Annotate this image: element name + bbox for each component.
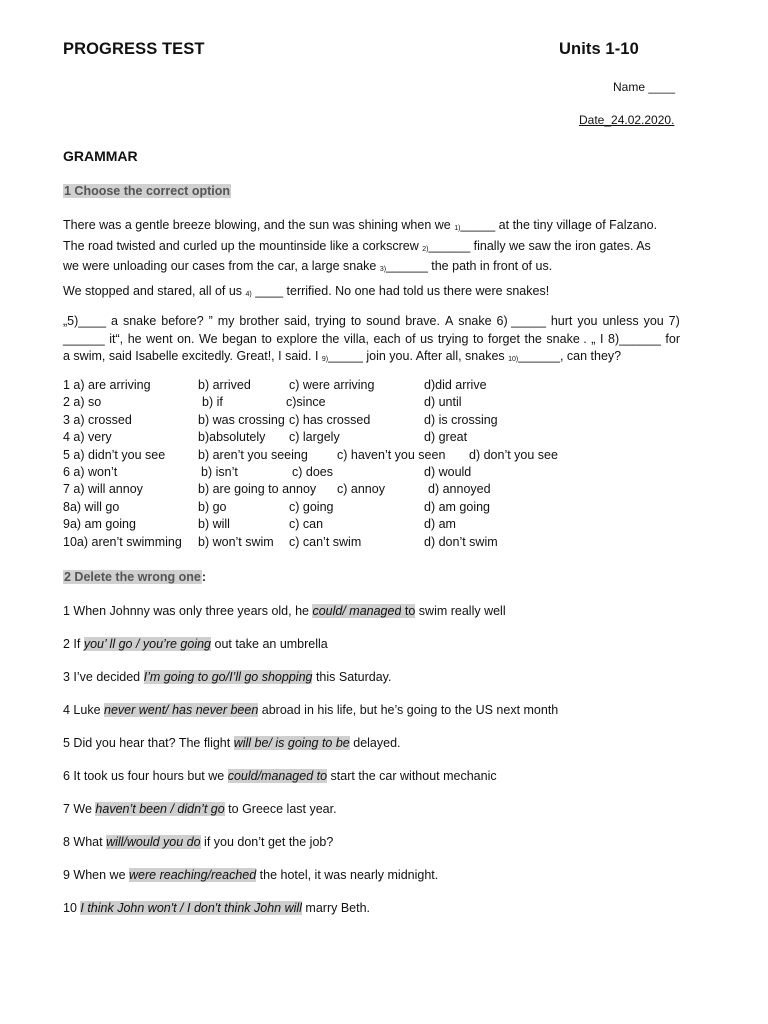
paragraph-3-line-1 — [63, 313, 680, 331]
word: you — [643, 314, 664, 328]
exercise-text: 2 If — [63, 637, 84, 651]
word: forget — [487, 331, 520, 346]
word: „5)____ — [63, 314, 107, 328]
paragraph-2: We stopped and stared, all of us 4) ____ terrified. No one had told us there were snakes! — [63, 284, 550, 298]
exercise-text: 4 Luke — [63, 703, 105, 717]
highlighted-choice: haven’t been / didn’t go — [95, 802, 225, 816]
option-d: d) great — [424, 430, 468, 445]
option-row — [63, 482, 683, 499]
exercise-text: 10 — [63, 901, 81, 915]
test-title: PROGRESS TEST — [63, 40, 205, 58]
option-a: 10a) aren’t swimming — [63, 534, 182, 549]
option-c: c) has crossed — [289, 412, 371, 427]
option-c: c) can’t swim — [289, 534, 362, 549]
exercise-text: 5 Did you hear that? The flight — [63, 736, 234, 750]
word: snake — [458, 314, 492, 328]
option-row — [63, 378, 683, 395]
option-c: c) does — [292, 465, 333, 479]
exercise-text: this Saturday. — [312, 670, 392, 684]
option-row — [63, 465, 683, 482]
word: snake . — [546, 331, 587, 346]
word: ” — [208, 314, 213, 328]
paragraph-3 — [63, 313, 680, 369]
option-c: c) going — [289, 499, 334, 514]
option-a: 5 a) didn’t you see — [63, 447, 166, 462]
section1-heading — [63, 184, 231, 198]
word: before? — [161, 314, 204, 328]
word: my — [217, 314, 235, 328]
word: you — [577, 314, 598, 328]
option-b: b)absolutely — [198, 430, 266, 445]
paragraph-1-line-2: The road twisted and curled up the mountinside like a corkscrew 2)______ finally we saw the iron gates. As — [63, 238, 651, 253]
option-row — [63, 535, 683, 552]
highlighted-choice: could/managed to — [227, 769, 328, 783]
section1-title: 1 Choose the correct option — [64, 184, 230, 198]
option-d: d) annoyed — [428, 482, 491, 497]
word: unless — [602, 314, 639, 328]
option-c: c)since — [286, 395, 326, 410]
word: A — [444, 314, 454, 328]
units-label: Units 1-10 — [559, 40, 639, 58]
word: each — [373, 331, 401, 346]
option-d: d) am — [424, 517, 456, 532]
word: explore — [276, 331, 318, 346]
option-a: 7 a) will annoy — [63, 482, 143, 497]
word: to — [261, 331, 272, 346]
option-row — [63, 413, 683, 430]
exercise-item — [63, 670, 391, 684]
highlighted-choice: you’ ll go / you’re going — [83, 637, 212, 651]
word: said, — [283, 314, 311, 328]
exercise-item — [63, 703, 558, 717]
exercise-text: delayed. — [349, 736, 401, 750]
option-row — [63, 395, 683, 412]
option-a: 6 a) won’t — [63, 465, 118, 479]
exercise-item — [63, 604, 506, 618]
option-a: 2 a) so — [63, 395, 102, 410]
exercise-text: 1 When Johnny was only three years old, he — [63, 604, 313, 618]
option-c: c) annoy — [337, 482, 385, 497]
option-b: b) aren’t you seeing — [198, 447, 308, 462]
option-d: d) would — [424, 465, 472, 479]
option-b: b) won’t swim — [198, 534, 274, 549]
option-c: c) can — [289, 517, 324, 532]
highlighted-choice: never went/ has never been — [104, 703, 259, 717]
word: snake — [122, 314, 157, 328]
date-field: Date_24.02.2020. — [579, 113, 675, 127]
highlighted-choice: will be/ is going to be — [233, 736, 350, 750]
option-b: b) was crossing — [198, 412, 285, 427]
highlighted-text: to — [401, 604, 416, 618]
exercise-item — [63, 835, 333, 849]
grammar-heading: GRAMMAR — [63, 148, 138, 164]
option-d: d) until — [424, 395, 462, 410]
exercise-item — [63, 901, 370, 915]
option-d: d)did arrive — [424, 378, 487, 392]
word: hurt — [550, 314, 573, 328]
exercise-text: to Greece last year. — [224, 802, 337, 816]
word: 8)______ — [608, 331, 661, 346]
option-b: b) if — [202, 395, 223, 410]
word: trying — [437, 331, 469, 346]
option-row — [63, 500, 683, 517]
word: brave. — [405, 314, 440, 328]
word: villa, — [343, 331, 369, 346]
word: 7) — [668, 314, 680, 328]
exercise-text: start the car without mechanic — [327, 769, 497, 783]
word: us — [420, 331, 434, 346]
word: for — [665, 331, 680, 346]
option-row — [63, 448, 683, 465]
section2-title: 2 Delete the wrong one — [64, 570, 201, 584]
exercise-text: swim really well — [415, 604, 506, 618]
option-b: b) are going to annoy — [198, 482, 317, 497]
exercise-text: 7 We — [63, 802, 96, 816]
exercise-text: if you don’t get the job? — [200, 835, 334, 849]
exercise-text: abroad in his life, but he’s going to the US next month — [258, 703, 559, 717]
exercise-text: marry Beth. — [301, 901, 371, 915]
option-d: d) am going — [424, 499, 491, 514]
option-a: 8a) will go — [63, 499, 120, 514]
option-c: c) haven’t you seen — [337, 447, 446, 462]
word: he — [127, 331, 142, 346]
highlighted-choice: will/would you do — [106, 835, 201, 849]
word: ______ — [63, 331, 105, 346]
name-field: Name ____ — [613, 80, 676, 94]
highlighted-choice: were reaching/reached — [129, 868, 257, 882]
option-b: b) isn’t — [201, 465, 238, 479]
option-d: d) is crossing — [424, 412, 498, 427]
highlighted-choice: I think John won't / I don't think John will — [80, 901, 302, 915]
exercise-item — [63, 637, 328, 651]
exercise-text: 9 When we — [63, 868, 130, 882]
word: 6) _____ — [496, 314, 546, 328]
word: We — [199, 331, 218, 346]
exercise-text: 6 It took us four hours but we — [63, 769, 228, 783]
option-b: b) arrived — [198, 378, 251, 392]
exercise-text: 8 What — [63, 835, 107, 849]
option-c: c) were arriving — [289, 378, 375, 392]
option-row — [63, 517, 683, 534]
option-c: c) largely — [289, 430, 340, 445]
option-d: d) don’t you see — [469, 447, 558, 462]
exercise-item — [63, 769, 497, 783]
exercise-item — [63, 802, 337, 816]
word: began — [222, 331, 257, 346]
option-a: 9a) am going — [63, 517, 136, 532]
paragraph-3-line-2 — [63, 331, 680, 349]
paragraph-1 — [63, 217, 680, 279]
option-a: 1 a) are arriving — [63, 378, 151, 392]
word: to — [350, 314, 362, 328]
option-b: b) go — [198, 499, 227, 514]
exercise-text: 3 I’ve decided — [63, 670, 144, 684]
word: to — [472, 331, 484, 346]
paragraph-1-line-3: we were unloading our cases from the car, a large snake 3)______ the path in front of us. — [63, 259, 553, 273]
word: of — [405, 331, 416, 346]
word: the — [321, 331, 340, 346]
highlighted-choice: could/ managed — [312, 604, 402, 618]
word: sound — [366, 314, 401, 328]
word: the — [524, 331, 542, 346]
word: a — [111, 314, 118, 328]
option-b: b) will — [198, 517, 230, 532]
exercise-item — [63, 868, 438, 882]
word: brother — [239, 314, 279, 328]
word: it“, — [109, 331, 124, 346]
exercise-text: out take an umbrella — [211, 637, 328, 651]
option-a: 3 a) crossed — [63, 412, 132, 427]
word: went — [146, 331, 173, 346]
word: on. — [177, 331, 195, 346]
exercise-item — [63, 736, 401, 750]
word: trying — [315, 314, 346, 328]
exercise-text: the hotel, it was nearly midnight. — [256, 868, 439, 882]
option-row — [63, 430, 683, 447]
section2-heading: 2 Delete the wrong one: — [64, 570, 207, 584]
option-d: d) don’t swim — [424, 534, 498, 549]
word: I — [600, 331, 604, 346]
highlighted-choice: I’m going to go/I’ll go shopping — [143, 670, 313, 684]
word: „ — [591, 331, 596, 346]
paragraph-1-line-1: There was a gentle breeze blowing, and the sun was shining when we 1)_____ at the tiny village of Falzano. — [63, 218, 658, 232]
option-a: 4 a) very — [63, 430, 112, 445]
paragraph-3-line-3: a swim, said Isabelle excitedly. Great!, I said. I 9)_____ join you. After all, snakes 10)______, can they? — [63, 349, 622, 363]
